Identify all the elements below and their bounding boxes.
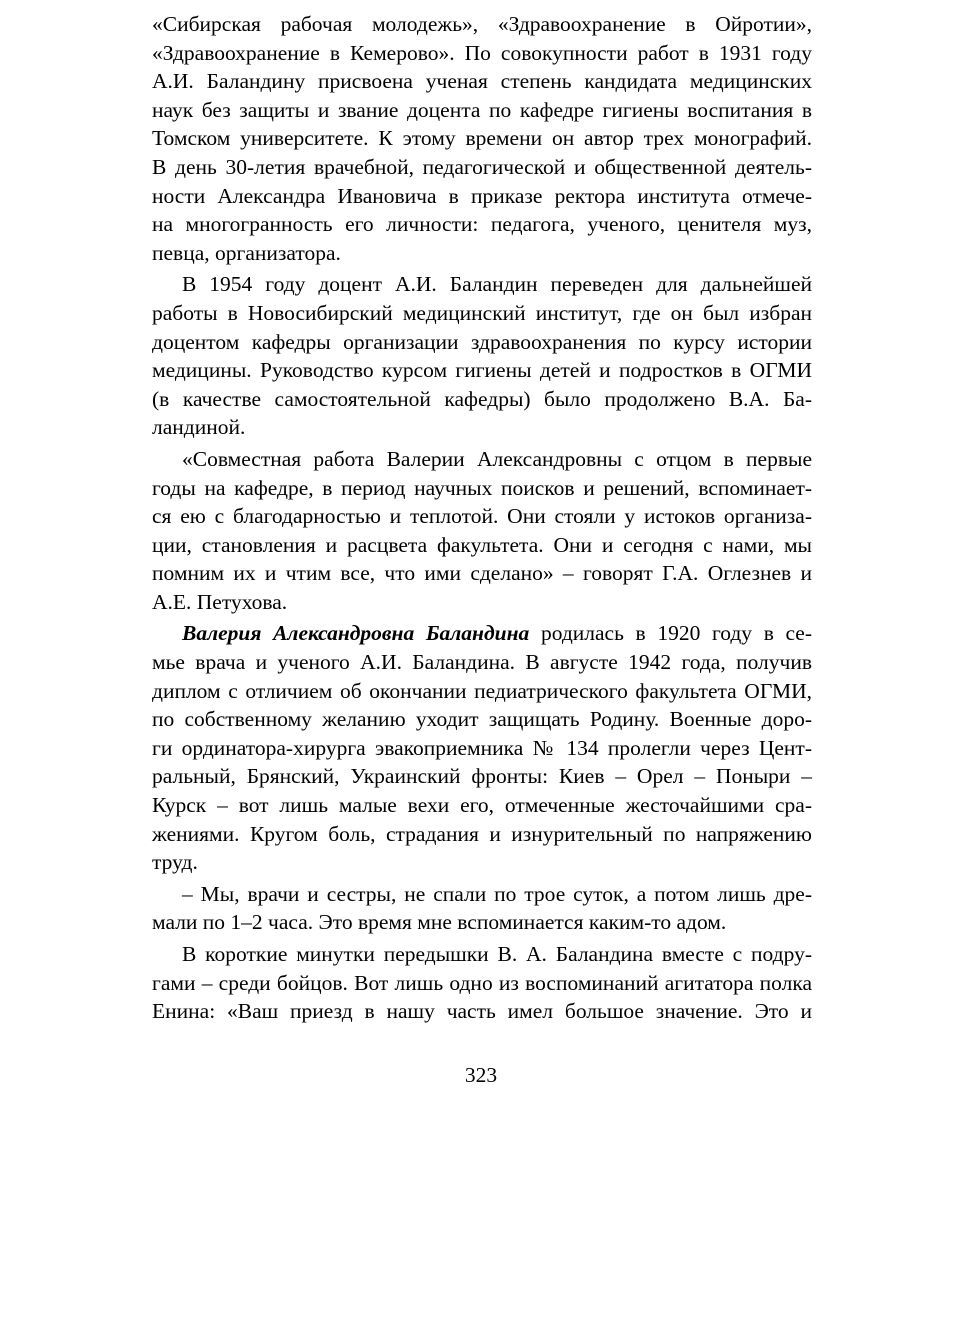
text-line: гами – среди бойцов. Вот лишь одно из воспоминаний агитатора полка [152,970,812,995]
text-line: Томском университете. К этому времени он автор трех монографий. [152,126,812,151]
text-line: годы на кафедре, в период научных поисков и решений, вспоминает- [152,475,812,500]
text-line: ландиной. [152,415,246,440]
text-line: по собственному желанию уходит защищать Родину. Военные доро- [152,707,812,732]
paragraph [152,10,812,267]
text-line: Енина: «Ваш приезд в нашу часть имел большое значение. Это и [152,999,812,1024]
text-line: – Мы, врачи и сестры, не спали по трое суток, а потом лишь дре- [182,881,812,906]
text-line: труд. [152,850,198,875]
text-line: А.Е. Петухова. [152,589,288,614]
paragraph [152,619,812,876]
text-line: диплом с отличием об окончании педиатрического факультета ОГМИ, [152,678,812,703]
text-line: (в качестве самостоятельной кафедры) было продолжено В.А. Ба- [152,386,812,411]
text-line: В короткие минутки передышки В. А. Баландина вместе с подру- [182,942,812,966]
text-line: ги ординатора-хирурга эвакоприемника № 134 пролегли через Цент- [152,735,812,760]
text-line: ции, становления и расцвета факультета. Они и сегодня с нами, мы [152,532,812,557]
text-line: А.И. Баландину присвоена ученая степень кандидата медицинских [152,69,812,94]
text-line: В 1954 году доцент А.И. Баландин переведен для дальнейшей [182,272,812,297]
text-line: В день 30-летия врачебной, педагогической и общественной деятель- [152,154,812,179]
person-name-emphasis: Валерия Александровна Баландина [182,621,530,646]
text-line: «Здравоохранение в Кемерово». По совокупности работ в 1931 году [152,40,812,65]
text-line: наук без защиты и звание доцента по кафедре гигиены воспитания в [152,97,812,122]
paragraph [152,270,812,442]
text-line [152,619,812,648]
text-line: «Сибирская рабочая молодежь», «Здравоохранение в Ойротии», [152,12,812,36]
text-line: медицины. Руководство курсом гигиены детей и подростков в ОГМИ [152,358,812,383]
page-body [152,10,812,1026]
text-line: помним их и чтим все, что ими сделано» – говорят Г.А. Оглезнев и [152,561,812,586]
text-line: певца, организатора. [152,240,341,265]
text-line: доцентом кафедры организации здравоохранения по курсу истории [152,329,812,354]
text-line: ся ею с благодарностью и теплотой. Они стояли у истоков организа- [152,504,812,529]
text-line: ральный, Брянский, Украинский фронты: Киев – Орел – Поныри – [152,764,812,789]
text-line: работы в Новосибирский медицинский институт, где он был избран [152,300,812,325]
text-run: родилась в 1920 году в се- [529,621,812,646]
text-line: мье врача и ученого А.И. Баландина. В августе 1942 года, получив [152,650,812,675]
text-line: ности Александра Ивановича в приказе ректора института отмече- [152,183,812,208]
text-line: мали по 1–2 часа. Это время мне вспоминается каким-то адом. [152,910,727,935]
text-line: на многогранность его личности: педагога, ученого, ценителя муз, [152,212,812,237]
paragraph [152,940,812,1026]
text-line: жениями. Кругом боль, страдания и изнурительный по напряжению [152,821,812,846]
paragraph [152,880,812,937]
paragraph [152,445,812,617]
text-line: Курск – вот лишь малые вехи его, отмеченные жесточайшими сра- [152,793,812,818]
text-line: «Совместная работа Валерии Александровны с отцом в первые [182,446,812,471]
page-number: 323 [464,1063,498,1087]
